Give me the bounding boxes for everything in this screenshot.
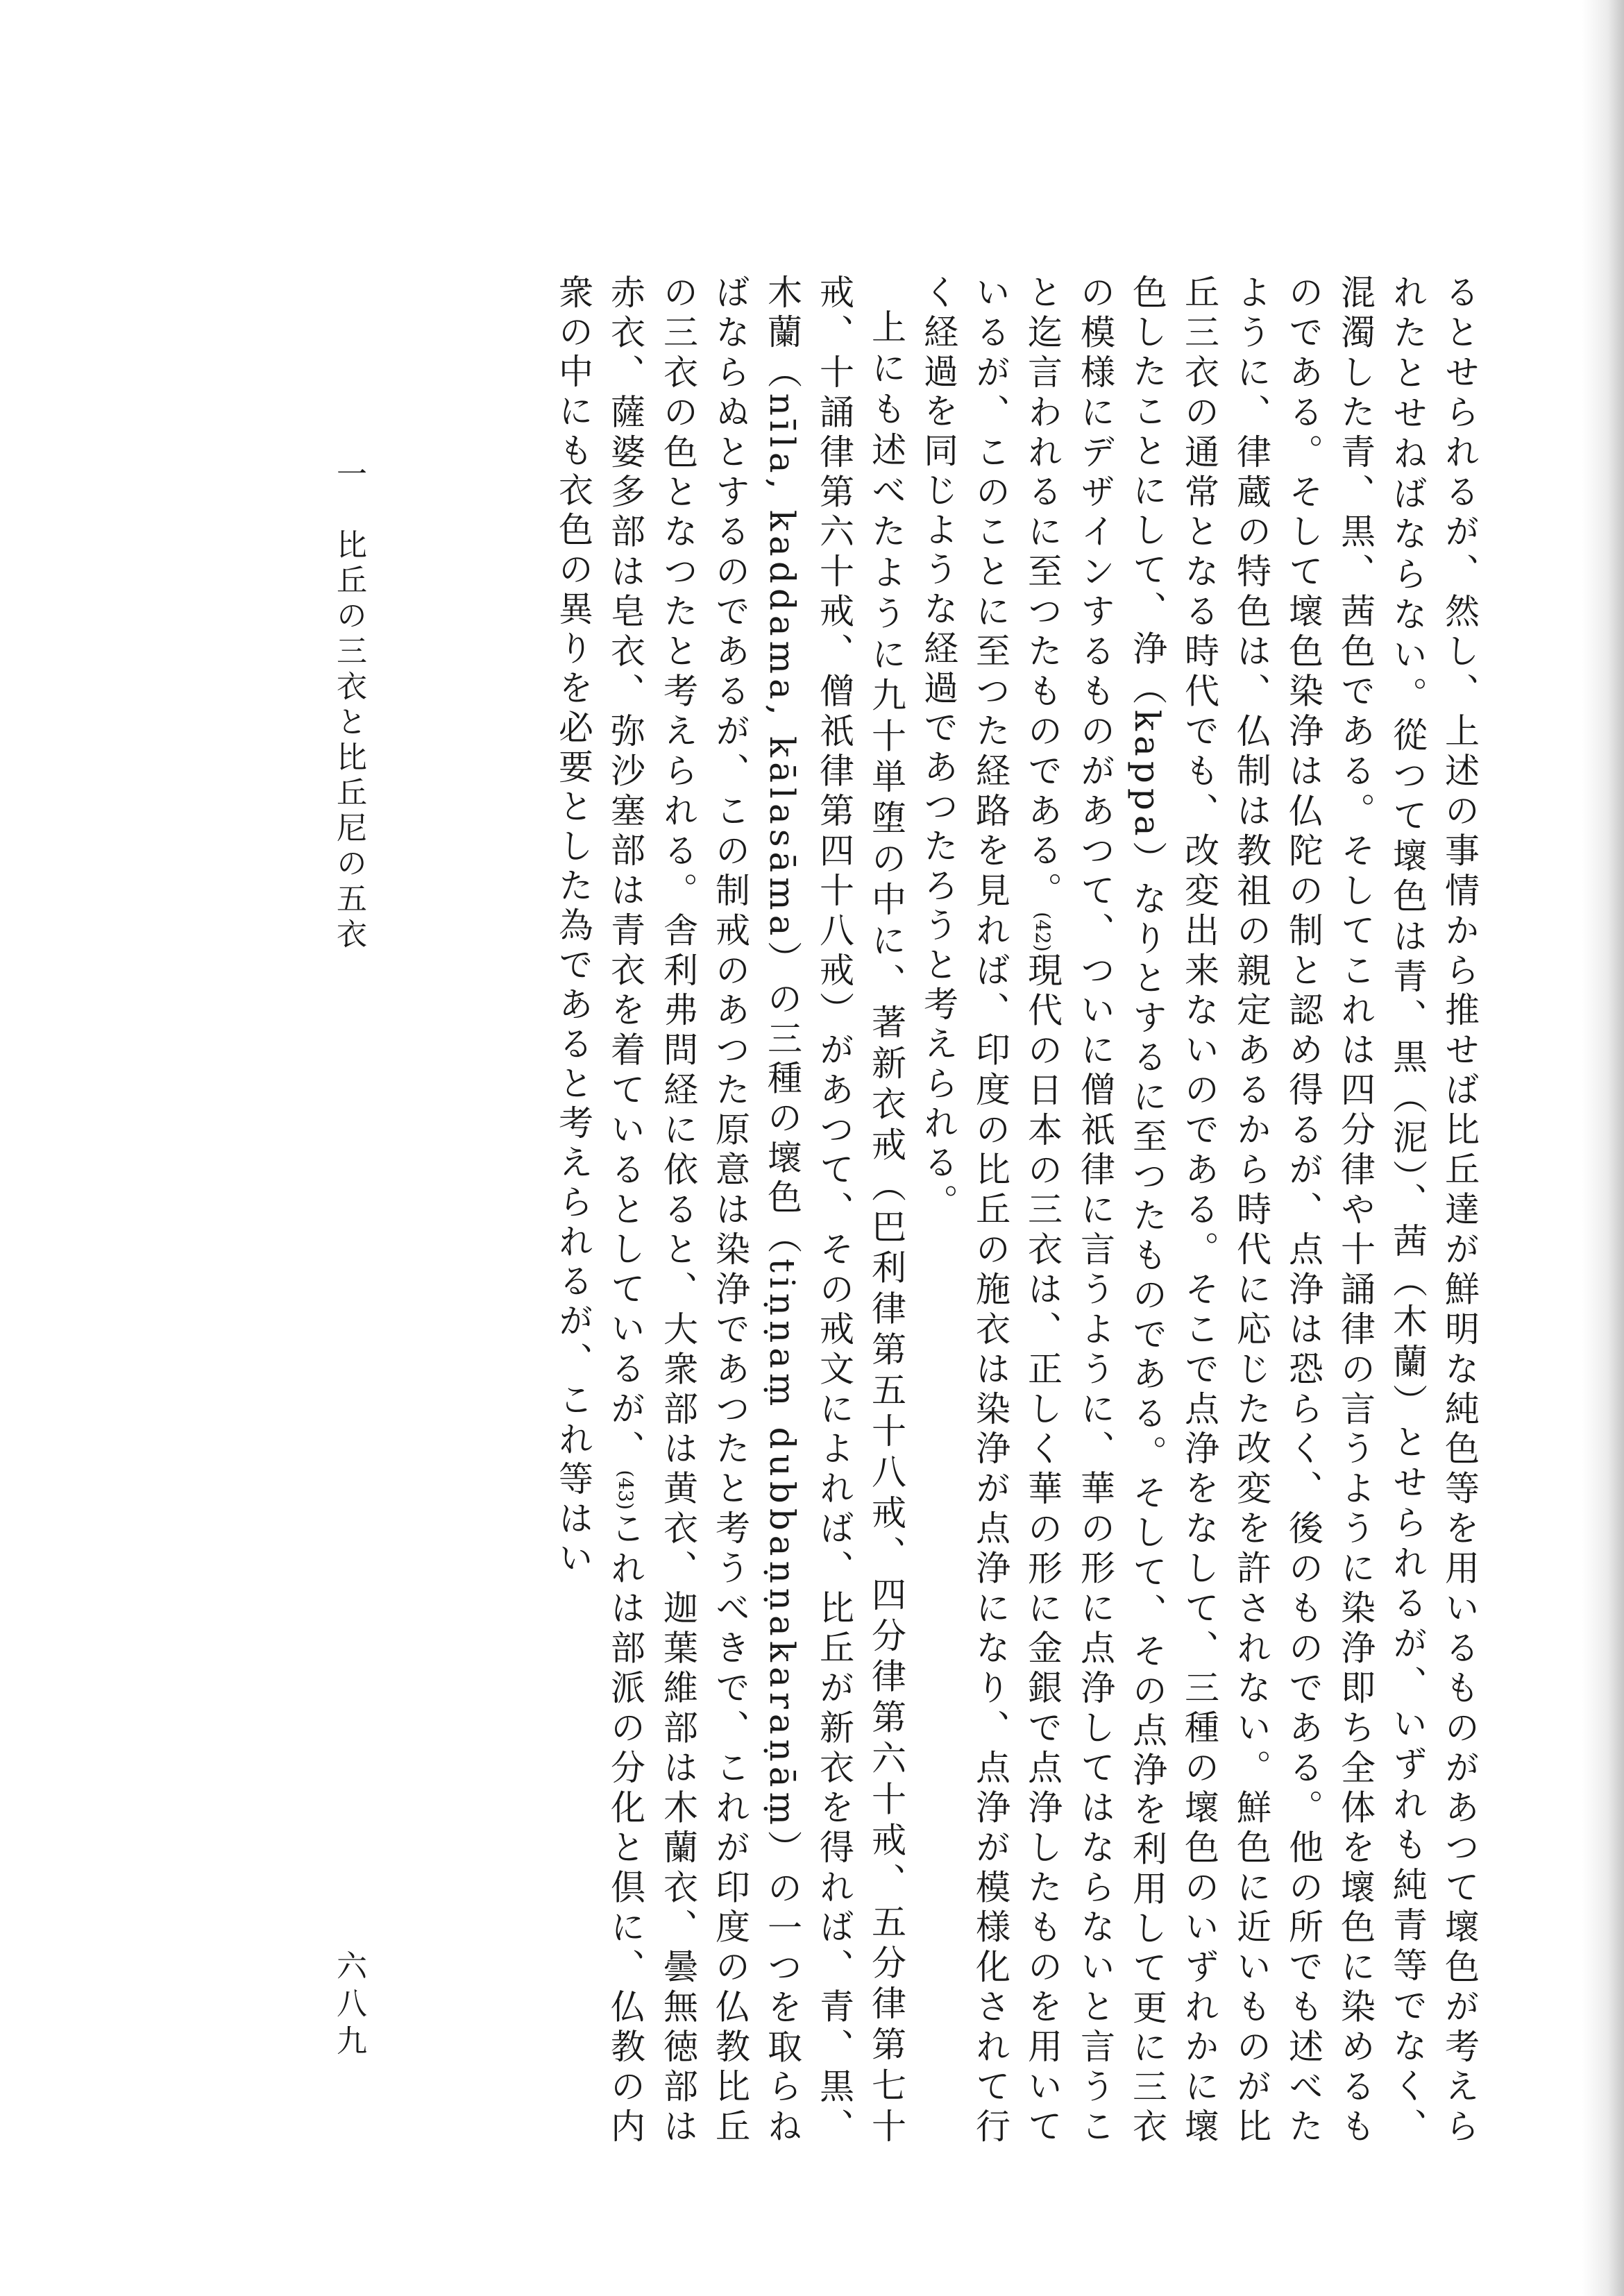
scan-edge-shadow bbox=[1582, 0, 1624, 2296]
paragraph-1-continued: 現代の日本の三衣は、正しく華の形に金銀で点浄したものを用いているが、このことに至つた経路を見れば、印度の比丘の施衣は染浄が点浄になり、点浄が模様化されて行く経過を同じような経過であつたろうと考えられる。 bbox=[918, 274, 1063, 2148]
running-head: 一 比丘の三衣と比丘尼の五衣 bbox=[331, 458, 366, 953]
body-text bbox=[389, 274, 1485, 2148]
paragraph-2 bbox=[547, 274, 912, 2148]
paragraph-2-continued: これは部派の分化と倶に、仏教の内衆の中にも衣色の異りを必要とした為であると考えられるが、これ等はい bbox=[553, 274, 645, 2148]
footnote-ref-43: (43) bbox=[614, 1470, 637, 1510]
footnote-ref-42: (42) bbox=[1031, 912, 1054, 952]
page-number: 六八九 bbox=[331, 1950, 366, 2062]
paragraph-1-text: るとせられるが、然し、上述の事情から推せば比丘達が鮮明な純色等を用いるものがあつて壞色が考えられたとせねばならない。從つて壞色は青、黒（泥）、茜（木蘭）とせられるが、いずれも純青等でなく、混濁した青、黒、茜色である。そしてこれは四分律や十誦律の言うように染浄即ち全体を壞色に染めるものである。そして壞色染浄は仏陀の制と認め得るが、点浄は恐らく、後のものである。他の所でも述べたように、律蔵の特色は、仏制は教祖の親定あるから時代に応じた改変を許されない。鮮色に近いものが比丘三衣の通常となる時代でも、改変出来ないのである。そこで点浄をなして、三種の壞色のいずれかに壞色したことにして、浄（kappa）なりとするに至つたものである。そして、その点浄を利用して更に三衣の模様にデザインするものがあつて、ついに僧祇律に言うように、華の形に点浄してはならないと言うこと迄言われるに至つたものである。 bbox=[1022, 274, 1480, 2148]
paragraph-2-text: 上にも述べたように九十単堕の中に、著新衣戒（巴利律第五十八戒、四分律第六十戒、五分律第七十戒、十誦律第六十戒、僧祇律第四十八戒）があつて、その戒文によれば、比丘が新衣を得れば、青、黒、木蘭（nīla, kaddama, kālasāma）の三種の壞色（tiṇṇaṃ dubbaṇṇakaraṇāṃ）の一つを取らねばならぬとするのであるが、この制戒のあつた原意は染浄であつたと考うべきで、これが印度の仏教比丘の三衣の色となつたと考えられる。舎利弗問経に依ると、大衆部は黄衣、迦葉維部は木蘭衣、曇無徳部は赤衣、薩婆多部は皂衣、弥沙塞部は青衣を着ているとしているが、 bbox=[605, 274, 906, 2148]
paragraph-1 bbox=[912, 274, 1485, 2148]
